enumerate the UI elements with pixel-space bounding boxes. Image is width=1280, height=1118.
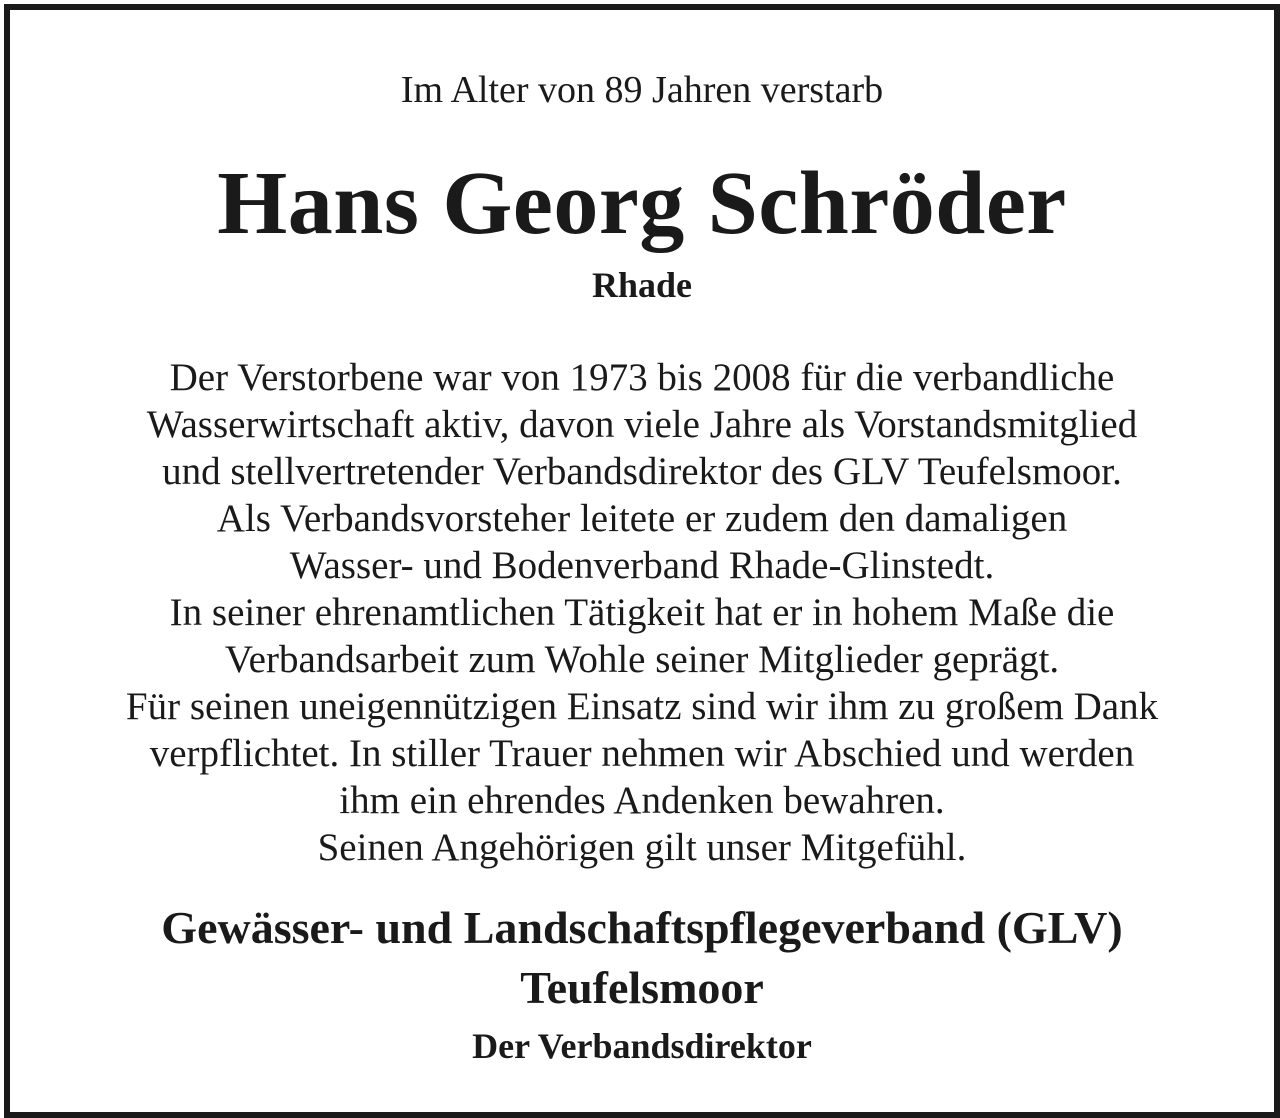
obituary-content: [10, 10, 1274, 1112]
body-line: Wasser- und Bodenverband Rhade-Glinstedt.: [289, 544, 995, 587]
organization-line-2: Teufelsmoor: [520, 962, 764, 1013]
body-line: Als Verbandsvorsteher leitete er zudem den damaligen: [216, 497, 1068, 540]
obituary-frame: [4, 4, 1280, 1118]
body-line: und stellvertretender Verbandsdirektor des GLV Teufelsmoor.: [162, 450, 1122, 493]
body-line: Seinen Angehörigen gilt unser Mitgefühl.: [317, 826, 967, 869]
body-line: Für seinen uneigennützigen Einsatz sind wir ihm zu großem Dank: [125, 685, 1159, 728]
obituary-body: [10, 354, 1274, 871]
body-line: ihm ein ehrendes Andenken bewahren.: [339, 779, 945, 822]
signer-title: Der Verbandsdirektor: [472, 1026, 812, 1066]
deceased-place: Rhade: [591, 265, 693, 305]
body-line: Verbandsarbeit zum Wohle seiner Mitglieder geprägt.: [224, 638, 1060, 681]
organization-name: [10, 898, 1274, 1018]
deceased-name: Hans Georg Schröder: [217, 154, 1067, 253]
intro-line: Im Alter von 89 Jahren verstarb: [400, 69, 884, 111]
organization-line-1: Gewässer- und Landschaftspflegeverband (GLV): [161, 902, 1123, 953]
body-line: verpflichtet. In stiller Trauer nehmen wir Abschied und werden: [149, 732, 1135, 775]
body-line: Der Verstorbene war von 1973 bis 2008 für die verbandliche: [169, 356, 1115, 399]
body-line: Wasserwirtschaft aktiv, davon viele Jahre als Vorstandsmitglied: [146, 403, 1138, 446]
body-line: In seiner ehrenamtlichen Tätigkeit hat er in hohem Maße die: [169, 591, 1115, 634]
